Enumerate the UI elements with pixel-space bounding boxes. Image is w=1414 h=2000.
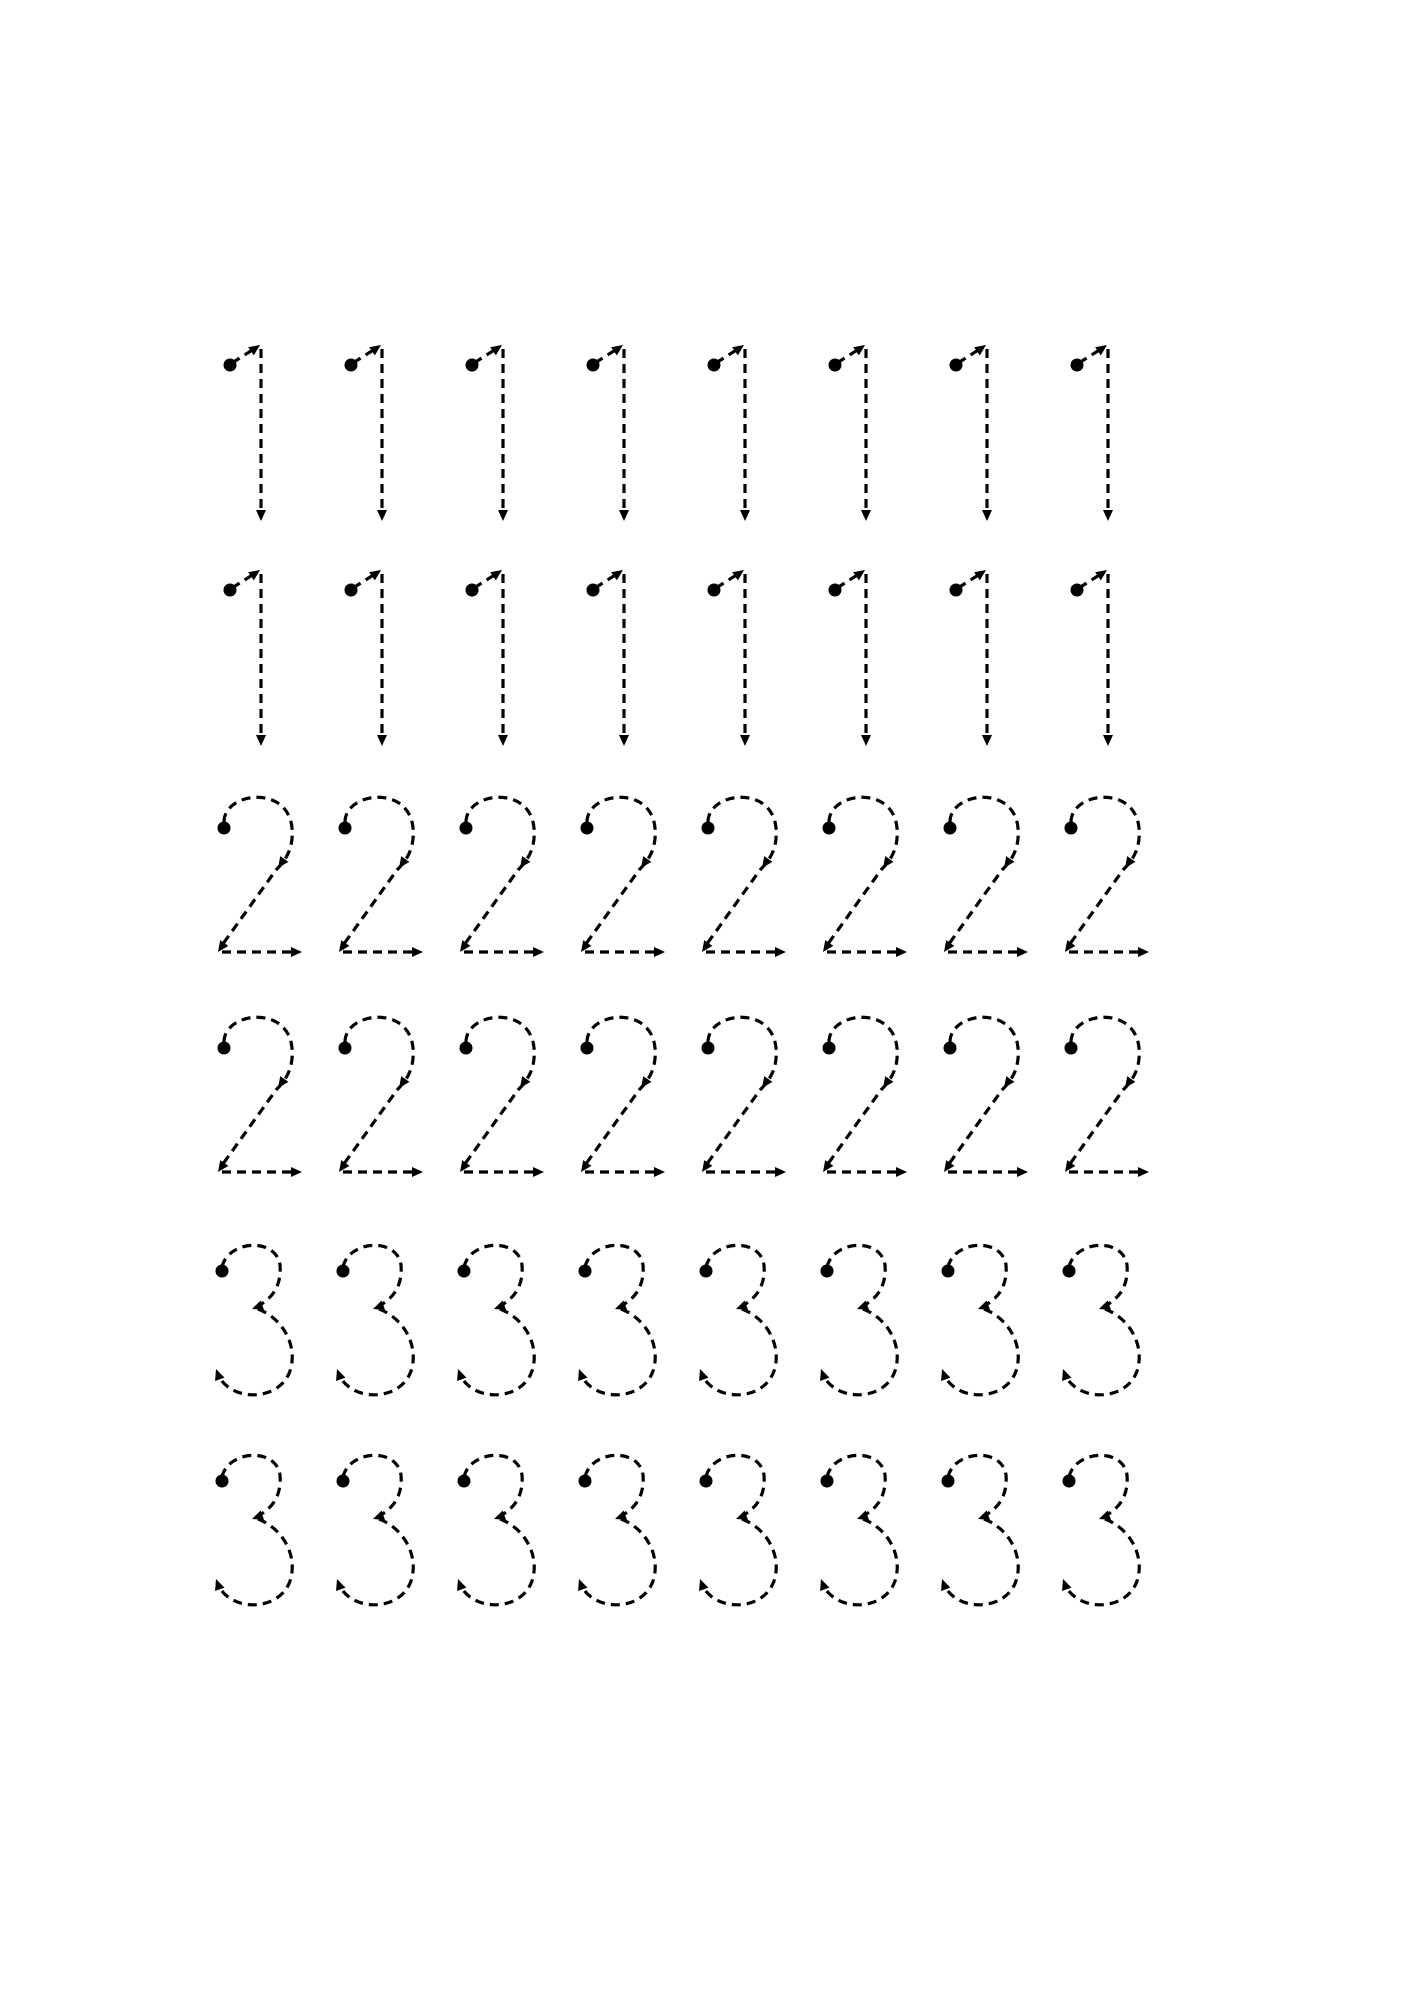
start-dot-icon xyxy=(581,1042,594,1055)
start-dot-icon xyxy=(702,1042,715,1055)
trace-digit-3 xyxy=(937,1455,1018,1604)
arrow-icon xyxy=(861,510,871,521)
arrow-icon xyxy=(453,1577,466,1591)
start-dot-icon xyxy=(1071,359,1084,372)
start-dot-icon xyxy=(708,584,721,597)
stroke-curve xyxy=(1067,1017,1139,1168)
arrow-icon xyxy=(775,947,786,957)
arrow-icon xyxy=(740,510,750,521)
trace-digit-3 xyxy=(453,1245,534,1394)
trace-digit-2 xyxy=(698,1017,786,1177)
digit-row-1 xyxy=(224,341,1114,521)
start-dot-icon xyxy=(216,1265,229,1278)
stroke-curve xyxy=(220,797,292,948)
trace-digit-2 xyxy=(1061,797,1149,957)
start-dot-icon xyxy=(942,1265,955,1278)
trace-digit-2 xyxy=(1061,1017,1149,1177)
trace-digit-3 xyxy=(1058,1455,1139,1604)
trace-digit-3 xyxy=(937,1245,1018,1394)
stroke-lower-curve xyxy=(581,1519,655,1605)
arrow-icon xyxy=(861,735,871,746)
start-dot-icon xyxy=(587,359,600,372)
stroke-upper-curve xyxy=(222,1455,280,1517)
stroke-upper-curve xyxy=(343,1245,401,1307)
trace-digit-1 xyxy=(708,566,751,746)
start-dot-icon xyxy=(458,1475,471,1488)
trace-digit-2 xyxy=(819,797,907,957)
stroke-upper-curve xyxy=(464,1455,522,1517)
start-dot-icon xyxy=(700,1265,713,1278)
digit-row-3 xyxy=(211,1455,1139,1604)
trace-digit-3 xyxy=(574,1455,655,1604)
stroke-curve xyxy=(946,797,1018,948)
start-dot-icon xyxy=(823,822,836,835)
start-dot-icon xyxy=(700,1475,713,1488)
stroke-lower-curve xyxy=(702,1519,776,1605)
start-dot-icon xyxy=(944,1042,957,1055)
trace-digit-2 xyxy=(335,797,423,957)
stroke-upper-curve xyxy=(948,1245,1006,1307)
arrow-icon xyxy=(291,947,302,957)
trace-digit-1 xyxy=(1071,566,1114,746)
start-dot-icon xyxy=(218,1042,231,1055)
arrow-icon xyxy=(1058,1577,1071,1591)
digit-row-3 xyxy=(211,1245,1139,1394)
stroke-curve xyxy=(341,797,413,948)
arrow-icon xyxy=(412,947,423,957)
stroke-curve xyxy=(946,1017,1018,1168)
stroke-curve xyxy=(462,1017,534,1168)
stroke-lower-curve xyxy=(460,1519,534,1605)
arrow-icon xyxy=(533,947,544,957)
arrow-icon xyxy=(498,735,508,746)
start-dot-icon xyxy=(337,1265,350,1278)
digit-row-2 xyxy=(214,1017,1149,1177)
arrow-icon xyxy=(412,1167,423,1177)
trace-digit-1 xyxy=(829,566,872,746)
start-dot-icon xyxy=(466,359,479,372)
arrow-icon xyxy=(695,1577,708,1591)
trace-digit-1 xyxy=(466,566,509,746)
start-dot-icon xyxy=(821,1475,834,1488)
arrow-icon xyxy=(619,735,629,746)
start-dot-icon xyxy=(587,584,600,597)
arrow-icon xyxy=(937,1577,950,1591)
trace-digit-2 xyxy=(214,797,302,957)
stroke-lower-curve xyxy=(702,1309,776,1395)
start-dot-icon xyxy=(224,584,237,597)
stroke-curve xyxy=(825,1017,897,1168)
arrow-icon xyxy=(332,1367,345,1381)
arrow-icon xyxy=(1138,947,1149,957)
start-dot-icon xyxy=(345,584,358,597)
arrow-icon xyxy=(937,1367,950,1381)
trace-digit-3 xyxy=(332,1455,413,1604)
worksheet-rows xyxy=(211,341,1149,1605)
trace-digit-3 xyxy=(695,1245,776,1394)
arrow-icon xyxy=(453,1367,466,1381)
stroke-curve xyxy=(220,1017,292,1168)
arrow-icon xyxy=(1103,735,1113,746)
start-dot-icon xyxy=(1065,822,1078,835)
stroke-curve xyxy=(704,797,776,948)
arrow-icon xyxy=(1103,510,1113,521)
start-dot-icon xyxy=(216,1475,229,1488)
arrow-icon xyxy=(332,1577,345,1591)
start-dot-icon xyxy=(708,359,721,372)
trace-digit-3 xyxy=(816,1455,897,1604)
trace-digit-3 xyxy=(211,1245,292,1394)
start-dot-icon xyxy=(1071,584,1084,597)
stroke-upper-curve xyxy=(827,1245,885,1307)
trace-digit-1 xyxy=(587,566,630,746)
start-dot-icon xyxy=(950,584,963,597)
start-dot-icon xyxy=(1065,1042,1078,1055)
start-dot-icon xyxy=(339,822,352,835)
arrow-icon xyxy=(816,1577,829,1591)
stroke-upper-curve xyxy=(222,1245,280,1307)
arrow-icon xyxy=(654,947,665,957)
digit-row-2 xyxy=(214,797,1149,957)
trace-digit-1 xyxy=(829,341,872,521)
trace-digit-3 xyxy=(816,1245,897,1394)
trace-digit-2 xyxy=(456,1017,544,1177)
start-dot-icon xyxy=(224,359,237,372)
arrow-icon xyxy=(1017,1167,1028,1177)
start-dot-icon xyxy=(218,822,231,835)
stroke-curve xyxy=(704,1017,776,1168)
start-dot-icon xyxy=(579,1475,592,1488)
trace-digit-3 xyxy=(453,1455,534,1604)
stroke-curve xyxy=(1067,797,1139,948)
stroke-upper-curve xyxy=(585,1455,643,1517)
trace-digit-1 xyxy=(224,341,267,521)
start-dot-icon xyxy=(458,1265,471,1278)
stroke-upper-curve xyxy=(948,1455,1006,1517)
trace-digit-1 xyxy=(950,566,993,746)
trace-digit-1 xyxy=(708,341,751,521)
trace-digit-2 xyxy=(214,1017,302,1177)
start-dot-icon xyxy=(823,1042,836,1055)
arrow-icon xyxy=(1017,947,1028,957)
arrow-icon xyxy=(1138,1167,1149,1177)
stroke-lower-curve xyxy=(339,1519,413,1605)
trace-digit-2 xyxy=(335,1017,423,1177)
trace-digit-2 xyxy=(940,797,1028,957)
arrow-icon xyxy=(377,735,387,746)
stroke-lower-curve xyxy=(339,1309,413,1395)
stroke-curve xyxy=(825,797,897,948)
arrow-icon xyxy=(377,510,387,521)
stroke-lower-curve xyxy=(218,1519,292,1605)
stroke-lower-curve xyxy=(823,1309,897,1395)
start-dot-icon xyxy=(460,1042,473,1055)
stroke-upper-curve xyxy=(706,1455,764,1517)
arrow-icon xyxy=(896,1167,907,1177)
arrow-icon xyxy=(740,735,750,746)
trace-digit-2 xyxy=(698,797,786,957)
digit-row-1 xyxy=(224,566,1114,746)
trace-digit-1 xyxy=(950,341,993,521)
stroke-upper-curve xyxy=(1069,1455,1127,1517)
trace-digit-3 xyxy=(211,1455,292,1604)
trace-digit-1 xyxy=(1071,341,1114,521)
start-dot-icon xyxy=(579,1265,592,1278)
start-dot-icon xyxy=(460,822,473,835)
arrow-icon xyxy=(896,947,907,957)
arrow-icon xyxy=(291,1167,302,1177)
arrow-icon xyxy=(982,510,992,521)
stroke-curve xyxy=(341,1017,413,1168)
start-dot-icon xyxy=(337,1475,350,1488)
start-dot-icon xyxy=(944,822,957,835)
stroke-curve xyxy=(462,797,534,948)
start-dot-icon xyxy=(581,822,594,835)
arrow-icon xyxy=(211,1577,224,1591)
arrow-icon xyxy=(574,1577,587,1591)
stroke-upper-curve xyxy=(827,1455,885,1517)
arrow-icon xyxy=(982,735,992,746)
start-dot-icon xyxy=(1063,1265,1076,1278)
stroke-upper-curve xyxy=(1069,1245,1127,1307)
trace-digit-1 xyxy=(345,566,388,746)
arrow-icon xyxy=(619,510,629,521)
arrow-icon xyxy=(816,1367,829,1381)
stroke-lower-curve xyxy=(823,1519,897,1605)
arrow-icon xyxy=(1058,1367,1071,1381)
arrow-icon xyxy=(498,510,508,521)
start-dot-icon xyxy=(339,1042,352,1055)
start-dot-icon xyxy=(942,1475,955,1488)
trace-digit-2 xyxy=(819,1017,907,1177)
trace-digit-2 xyxy=(940,1017,1028,1177)
arrow-icon xyxy=(654,1167,665,1177)
trace-digit-3 xyxy=(695,1455,776,1604)
start-dot-icon xyxy=(829,584,842,597)
start-dot-icon xyxy=(345,359,358,372)
stroke-upper-curve xyxy=(585,1245,643,1307)
stroke-upper-curve xyxy=(706,1245,764,1307)
trace-digit-1 xyxy=(587,341,630,521)
stroke-curve xyxy=(583,1017,655,1168)
start-dot-icon xyxy=(829,359,842,372)
stroke-curve xyxy=(583,797,655,948)
trace-digit-1 xyxy=(345,341,388,521)
trace-digit-2 xyxy=(577,797,665,957)
start-dot-icon xyxy=(1063,1475,1076,1488)
start-dot-icon xyxy=(702,822,715,835)
stroke-lower-curve xyxy=(581,1309,655,1395)
stroke-lower-curve xyxy=(944,1519,1018,1605)
stroke-lower-curve xyxy=(1065,1309,1139,1395)
arrow-icon xyxy=(574,1367,587,1381)
arrow-icon xyxy=(256,735,266,746)
arrow-icon xyxy=(256,510,266,521)
stroke-upper-curve xyxy=(343,1455,401,1517)
trace-digit-2 xyxy=(456,797,544,957)
stroke-upper-curve xyxy=(464,1245,522,1307)
trace-digit-3 xyxy=(574,1245,655,1394)
start-dot-icon xyxy=(950,359,963,372)
start-dot-icon xyxy=(466,584,479,597)
arrow-icon xyxy=(211,1367,224,1381)
stroke-lower-curve xyxy=(1065,1519,1139,1605)
arrow-icon xyxy=(695,1367,708,1381)
arrow-icon xyxy=(533,1167,544,1177)
trace-digit-3 xyxy=(1058,1245,1139,1394)
stroke-lower-curve xyxy=(944,1309,1018,1395)
trace-digit-2 xyxy=(577,1017,665,1177)
start-dot-icon xyxy=(821,1265,834,1278)
stroke-lower-curve xyxy=(218,1309,292,1395)
trace-digit-1 xyxy=(224,566,267,746)
arrow-icon xyxy=(775,1167,786,1177)
stroke-lower-curve xyxy=(460,1309,534,1395)
trace-digit-3 xyxy=(332,1245,413,1394)
trace-digit-1 xyxy=(466,341,509,521)
